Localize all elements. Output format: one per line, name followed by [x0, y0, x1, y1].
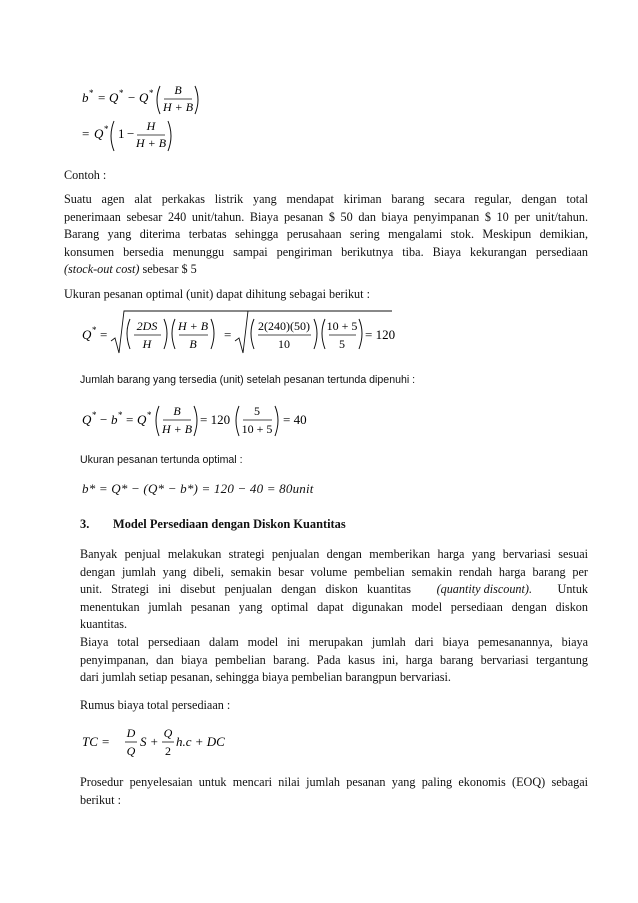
- f2-eq2: =: [224, 327, 232, 342]
- example-line-4: konsumen bersedia menunggu sampai pengiriman berikutnya tiba. Biaya kekurangan persediaan: [64, 244, 588, 259]
- f5-lhs: TC =: [82, 734, 110, 749]
- formula-backorder-general: [78, 74, 208, 156]
- f5-num1: D: [126, 726, 136, 740]
- f1-den: H + B: [162, 100, 194, 114]
- example-line-5-rest: sebesar $ 5: [139, 262, 197, 277]
- f1-b: b: [82, 90, 89, 105]
- example-line-5: [64, 261, 588, 279]
- f3-b: b: [111, 412, 118, 427]
- f5-rest: h.c + DC: [176, 734, 225, 749]
- para1-line-4: menentukan jumlah pesanan yang optimal dapat digunakan model persediaan dengan diskon: [80, 599, 588, 614]
- backorder-text: Ukuran pesanan tertunda optimal :: [80, 454, 243, 466]
- f1-q2: Q: [139, 90, 149, 105]
- para1-line-3: [80, 581, 588, 599]
- formula-available-stock: [78, 396, 318, 444]
- f1-star2: *: [119, 88, 124, 98]
- f3-star3: *: [147, 410, 152, 420]
- f3-eq: =: [126, 412, 134, 427]
- para1-line-2: dengan jumlah yang dibeli, semakin besar volume pembelian semakin rendah harga barang per: [80, 564, 588, 579]
- f5-den1: Q: [126, 744, 136, 758]
- example-line-1: Suatu agen alat perkakas listrik yang mendapat kiriman barang secara regular, dengan total: [64, 192, 588, 206]
- para2-line-2: penyimpanan, dan biaya pembelian barang. Pada kasus ini, harga barang bervariasi tergantung: [80, 652, 588, 667]
- section-number: 3.: [80, 517, 90, 531]
- para2-line-1: Biaya total persediaan dalam model ini merupakan jumlah dari biaya pemesanannya, biaya: [80, 635, 588, 649]
- para1-line-3b: Untuk: [551, 582, 588, 597]
- f3-minus: −: [100, 412, 108, 427]
- f2-eq: =: [100, 327, 108, 342]
- f2-den2: B: [189, 337, 197, 351]
- f1-star: *: [89, 88, 94, 98]
- f2-star: *: [92, 325, 97, 335]
- f1-minus: −: [128, 90, 136, 105]
- formula-optimal-backorder: b* = Q* − (Q* − b*) = 120 − 40 = 80unit: [82, 481, 314, 496]
- para1-line-3a: unit. Strategi ini disebut penjualan dengan diskon kuantitas: [80, 582, 418, 597]
- section-title: Model Persediaan dengan Diskon Kuantitas: [113, 517, 346, 531]
- procedure-paragraph: [80, 774, 588, 809]
- f1-star4: *: [104, 124, 109, 134]
- f3-q2: Q: [137, 412, 147, 427]
- available-text: Jumlah barang yang tersedia (unit) setelah pesanan tertunda dipenuhi :: [80, 374, 416, 386]
- f3-star2: *: [118, 410, 123, 420]
- f2-num3: 2(240)(50): [258, 319, 310, 333]
- para1-line-5: kuantitas.: [80, 617, 128, 632]
- f2-den4: 5: [339, 337, 345, 351]
- f3-q: Q: [82, 412, 92, 427]
- f3-den1: H + B: [161, 422, 193, 436]
- f1-eq2: =: [82, 126, 90, 141]
- para3-line-2: berikut :: [80, 792, 121, 807]
- f5-den2: 2: [165, 744, 171, 758]
- f3-num2: 5: [254, 404, 260, 418]
- f2-num2: H + B: [177, 319, 209, 333]
- para3-line-1: Prosedur penyelesaian untuk mencari nilai jumlah pesanan yang paling ekonomis (EOQ) sebagai: [80, 775, 588, 789]
- f5-num2: Q: [163, 726, 173, 740]
- f1-num2: H: [146, 119, 156, 133]
- example-paragraph: [64, 191, 588, 279]
- contoh-label: Contoh :: [64, 168, 107, 182]
- f2-num4: 10 + 5: [326, 319, 358, 333]
- f2-num1: 2DS: [136, 319, 158, 333]
- f2-den3: 10: [278, 337, 290, 351]
- formula-optimal-order: [78, 305, 398, 361]
- f5-s: S +: [140, 734, 159, 749]
- f2-q: Q: [82, 327, 92, 342]
- discount-paragraph: [80, 546, 588, 634]
- f1-den2: H + B: [135, 136, 167, 150]
- f2-result: = 120: [365, 327, 396, 342]
- f3-mid: = 120: [200, 412, 231, 427]
- f1-eq: =: [98, 90, 106, 105]
- f2-den1: H: [142, 337, 152, 351]
- formula-total-cost: [78, 718, 238, 764]
- f3-result: = 40: [283, 412, 307, 427]
- total-cost-paragraph: [80, 634, 588, 687]
- stock-out-term: (stock-out cost): [64, 262, 140, 277]
- para2-line-3: dari jumlah setiap pesanan, sehingga biaya pembelian barangpun bervariasi.: [80, 670, 451, 685]
- f1-q1: Q: [109, 90, 119, 105]
- para1-line-1: Banyak penjual melakukan strategi penjualan dengan memberikan harga yang bervariasi sesuai: [80, 547, 588, 561]
- f3-star: *: [92, 410, 97, 420]
- example-line-3: Barang yang diterima terbatas sehingga perusahaan sering mengalami stok. Meskipun demikian,: [64, 227, 588, 242]
- quantity-discount-term: (quantity discount).: [436, 582, 533, 597]
- f3-num1: B: [173, 404, 181, 418]
- f1-one: 1: [118, 126, 125, 141]
- f1-num: B: [174, 83, 182, 97]
- f1-q3: Q: [94, 126, 104, 141]
- example-line-2: penerimaan sebesar 240 unit/tahun. Biaya pesanan $ 50 dan biaya penyimpanan $ 10 per unit/tahun.: [64, 209, 588, 224]
- optimal-size-text: Ukuran pesanan optimal (unit) dapat dihitung sebagai berikut :: [64, 287, 370, 301]
- f1-star3: *: [149, 88, 154, 98]
- f1-minus2: −: [127, 126, 135, 141]
- f3-den2: 10 + 5: [241, 422, 273, 436]
- formula-label: Rumus biaya total persediaan :: [80, 698, 231, 712]
